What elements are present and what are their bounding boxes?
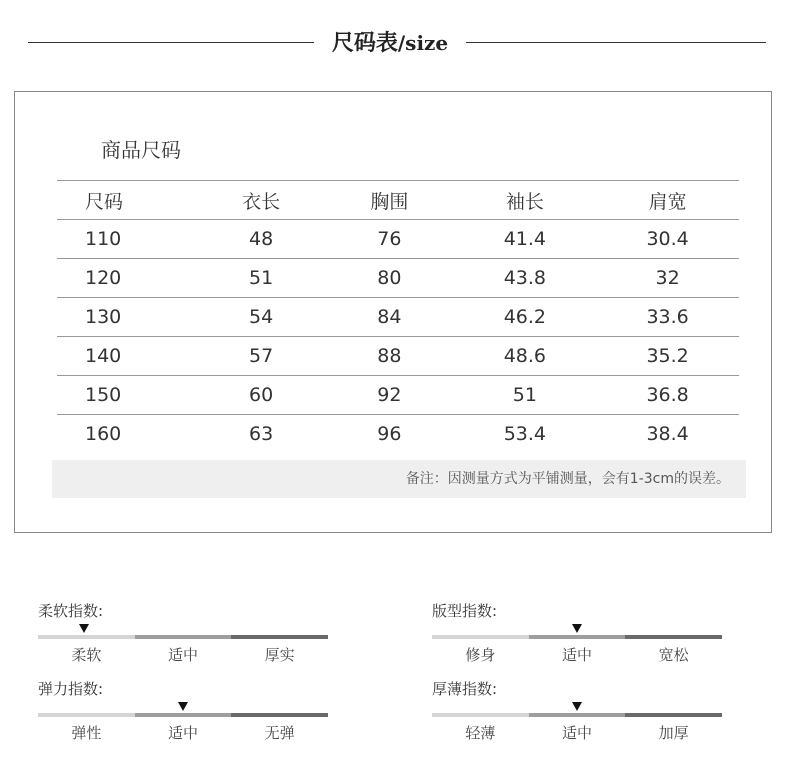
column-header-sleeve: 袖长	[454, 181, 597, 220]
table-cell: 110	[57, 220, 197, 259]
table-row	[57, 415, 739, 454]
page-title-suffix: /size	[397, 31, 449, 55]
table-cell: 43.8	[454, 259, 597, 298]
index-scale-bar	[38, 713, 328, 717]
table-cell: 51	[454, 376, 597, 415]
table-row	[57, 337, 739, 376]
index-scale-bar	[38, 635, 328, 639]
table-row	[57, 259, 739, 298]
page-title-main: 尺码表	[331, 31, 398, 56]
index-scale-bar	[432, 635, 722, 639]
table-cell: 48	[197, 220, 325, 259]
measurement-note: 备注：因测量方式为平铺测量，会有1-3cm的误差。	[52, 460, 746, 498]
title-divider-right	[466, 42, 766, 43]
table-cell: 63	[249, 423, 274, 445]
table-cell: 92	[325, 376, 453, 415]
index-option: 加厚	[658, 724, 689, 742]
table-row	[57, 298, 739, 337]
index-scale-bar	[432, 713, 722, 717]
table-cell: 60	[197, 376, 325, 415]
table-cell: 30.4	[596, 220, 739, 259]
table-row	[57, 376, 739, 415]
table-header-row	[57, 181, 739, 220]
table-cell: 36.8	[596, 376, 739, 415]
table-cell: 46.2	[454, 298, 597, 337]
index-options	[432, 722, 722, 743]
index-options	[38, 644, 328, 665]
index-option: 适中	[562, 646, 593, 664]
column-header-size: 尺码	[57, 181, 197, 220]
indicator-arrow-icon	[572, 702, 582, 711]
index-option: 适中	[562, 724, 593, 742]
table-cell: 150	[57, 376, 197, 415]
index-options	[38, 722, 328, 743]
table-cell: 33.6	[596, 298, 739, 337]
size-chart-panel	[14, 91, 772, 533]
index-option: 适中	[168, 724, 199, 742]
column-header-length: 衣长	[197, 181, 325, 220]
table-row	[57, 220, 739, 259]
index-option: 修身	[465, 646, 496, 664]
index-option: 适中	[168, 646, 199, 664]
index-label: 柔软指数:	[38, 602, 104, 620]
index-options	[432, 644, 722, 665]
index-label: 版型指数:	[432, 602, 498, 620]
index-option: 厚实	[264, 646, 295, 664]
index-label: 厚薄指数:	[432, 680, 498, 698]
table-cell: 41.4	[454, 220, 597, 259]
index-label: 弹力指数:	[38, 680, 104, 698]
table-cell: 38.4	[646, 423, 689, 445]
table-cell: 140	[57, 337, 197, 376]
indicator-arrow-icon	[178, 702, 188, 711]
index-option: 宽松	[658, 646, 689, 664]
table-cell: 35.2	[596, 337, 739, 376]
index-option: 轻薄	[465, 724, 496, 742]
size-table	[57, 180, 739, 453]
table-cell: 120	[57, 259, 197, 298]
table-cell: 54	[197, 298, 325, 337]
table-cell: 130	[57, 298, 197, 337]
table-cell: 48.6	[454, 337, 597, 376]
table-cell: 57	[197, 337, 325, 376]
table-cell: 160	[85, 423, 122, 445]
table-cell: 32	[596, 259, 739, 298]
table-cell: 96	[377, 423, 402, 445]
table-cell: 76	[325, 220, 453, 259]
indicator-arrow-icon	[79, 624, 89, 633]
table-cell: 80	[325, 259, 453, 298]
indicator-arrow-icon	[572, 624, 582, 633]
index-option: 柔软	[71, 646, 102, 664]
size-table-title: 商品尺码	[101, 138, 181, 162]
table-cell: 88	[325, 337, 453, 376]
table-cell: 51	[197, 259, 325, 298]
table-cell: 53.4	[503, 423, 547, 445]
column-header-chest: 胸围	[325, 181, 453, 220]
title-divider-left	[28, 42, 314, 43]
index-option: 无弹	[264, 724, 295, 742]
table-cell: 84	[325, 298, 453, 337]
column-header-shoulder: 肩宽	[596, 181, 739, 220]
page-title	[314, 26, 466, 57]
index-option: 弹性	[71, 724, 102, 742]
